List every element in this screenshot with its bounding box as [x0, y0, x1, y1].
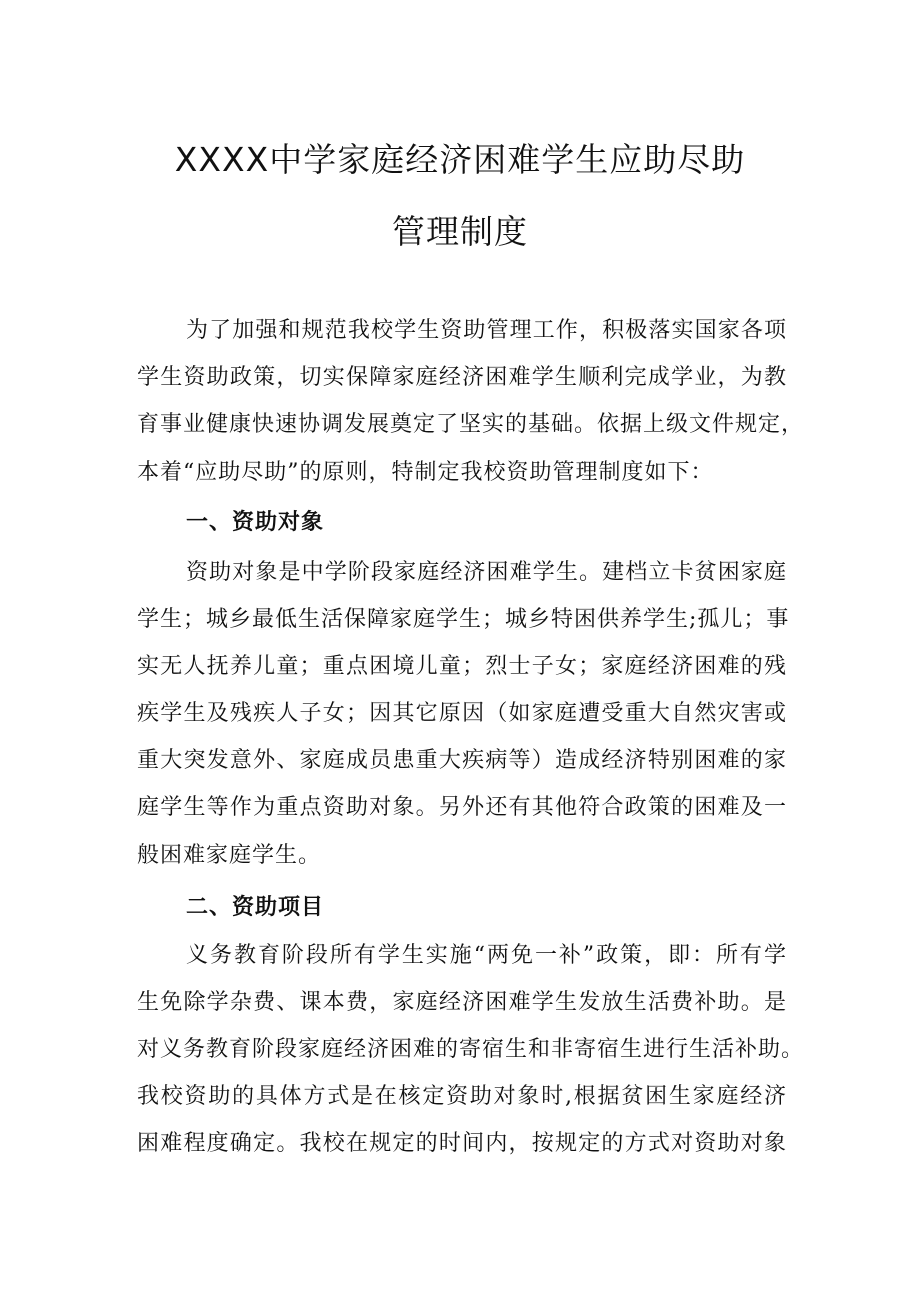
section-1-line: 庭学生等作为重点资助对象。另外还有其他符合政策的困难及一 [137, 795, 787, 820]
intro-line: 本着“应助尽助”的原则，特制定我校资助管理制度如下： [137, 460, 714, 485]
section-2-line: 对义务教育阶段家庭经济困难的寄宿生和非寄宿生进行生活补助。 [137, 1037, 805, 1062]
document-title-line-2: 管理制度 [392, 212, 528, 251]
intro-line: 育事业健康快速协调发展奠定了坚实的基础。依据上级文件规定， [137, 412, 805, 437]
section-1-line: 疾学生及残疾人子女；因其它原因（如家庭遭受重大自然灾害或 [137, 701, 787, 726]
section-2-line: 生免除学杂费、课本费，家庭经济困难学生发放生活费补助。是 [137, 990, 787, 1015]
section-1-line: 般困难家庭学生。 [137, 843, 322, 868]
section-2-line: 困难程度确定。我校在规定的时间内，按规定的方式对资助对象 [137, 1131, 787, 1156]
intro-line: 为了加强和规范我校学生资助管理工作，积极落实国家各项 [186, 318, 787, 343]
section-1-line: 学生；城乡最低生活保障家庭学生；城乡特困供养学生;孤儿；事 [137, 607, 790, 632]
intro-line: 学生资助政策，切实保障家庭经济困难学生顺利完成学业，为教 [137, 365, 787, 390]
document-title-line-1: XXXX中学家庭经济困难学生应助尽助 [174, 140, 746, 179]
section-2-line: 我校资助的具体方式是在核定资助对象时,根据贫困生家庭经济 [137, 1084, 787, 1109]
section-1-line: 实无人抚养儿童；重点困境儿童；烈士子女；家庭经济困难的残 [137, 654, 787, 679]
section-1-line: 资助对象是中学阶段家庭经济困难学生。建档立卡贫困家庭 [186, 560, 787, 585]
section-1-line: 重大突发意外、家庭成员患重大疾病等）造成经济特别困难的家 [137, 748, 787, 773]
section-2-line: 义务教育阶段所有学生实施“两免一补”政策，即：所有学 [186, 943, 787, 968]
section-1-heading: 一、资助对象 [186, 510, 325, 535]
section-2-heading: 二、资助项目 [186, 895, 325, 920]
